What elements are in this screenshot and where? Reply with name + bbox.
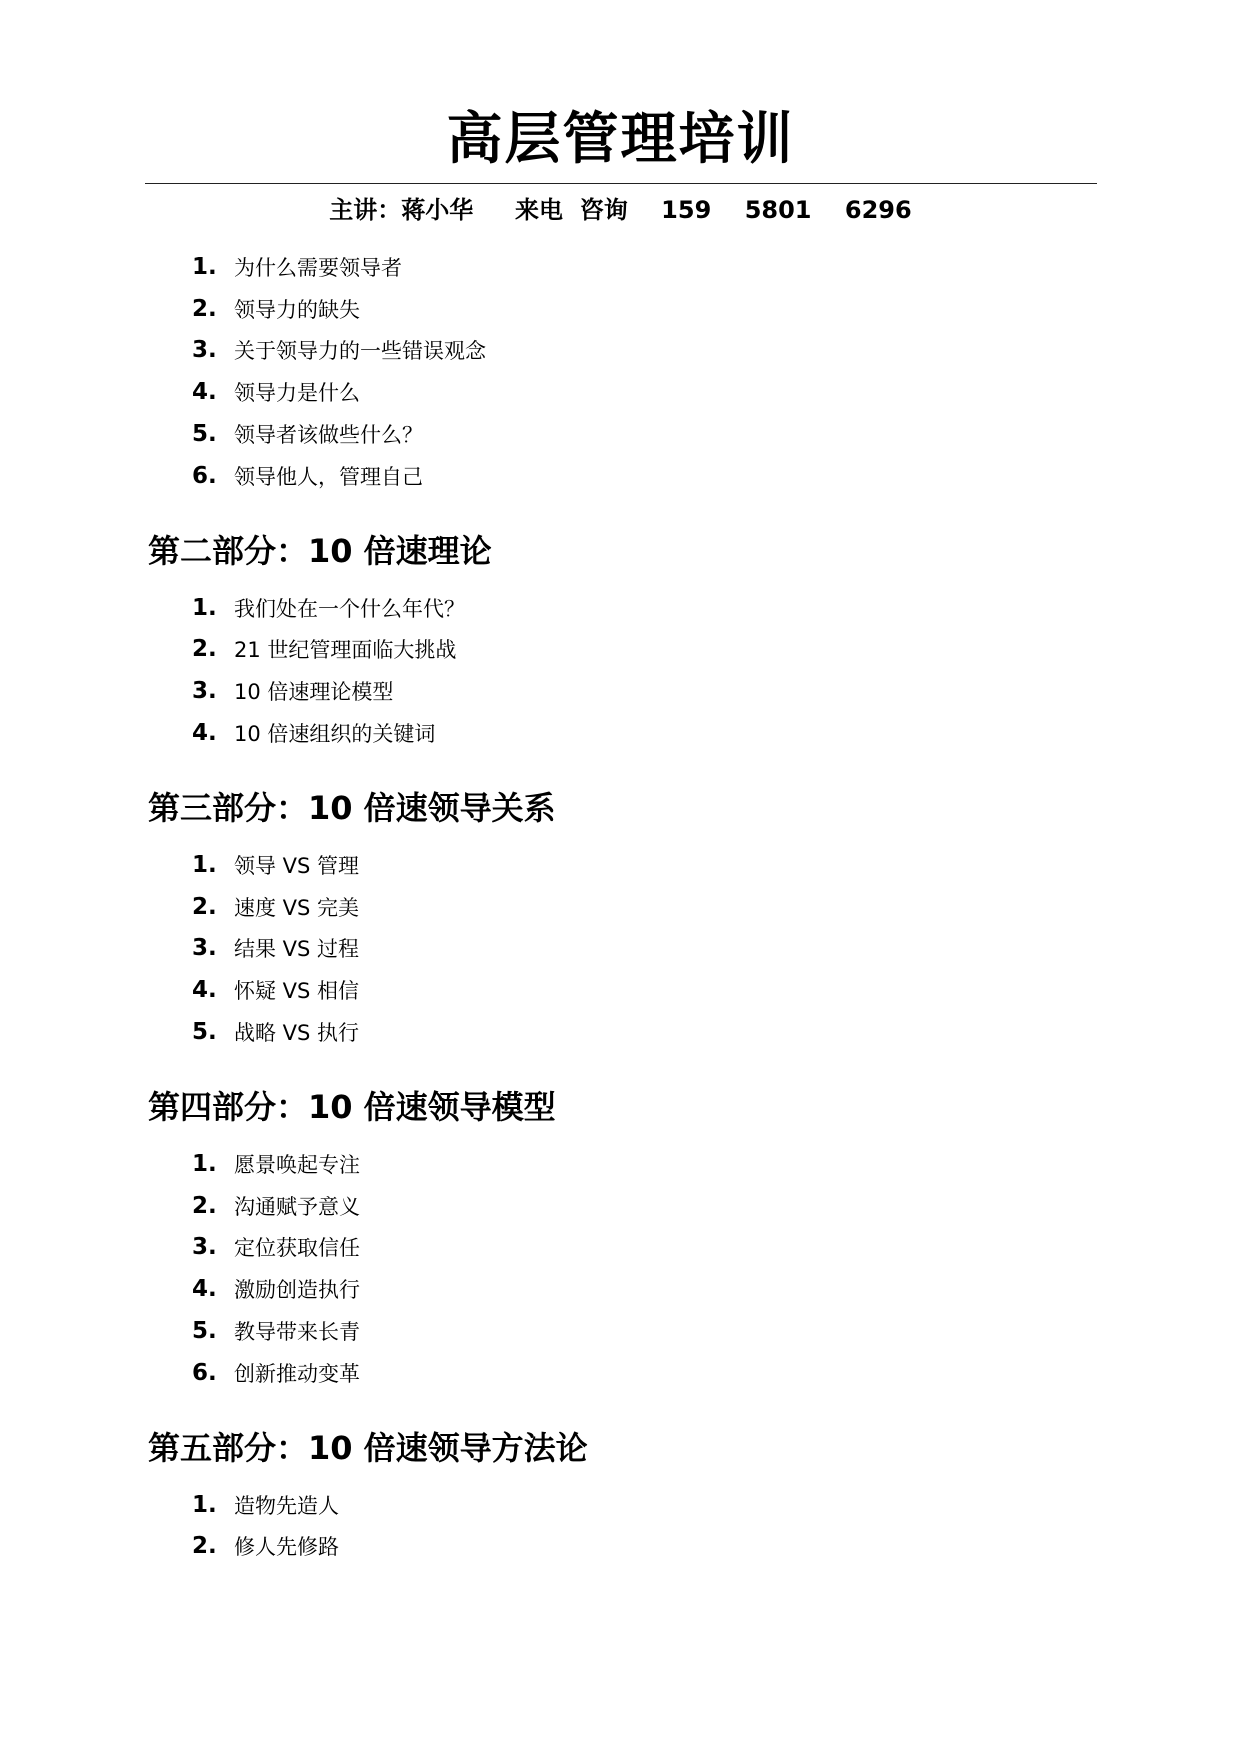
item-number: 2. bbox=[192, 893, 217, 920]
section-list bbox=[148, 246, 1098, 497]
item-number: 3. bbox=[192, 337, 217, 364]
list-item bbox=[148, 844, 1098, 886]
list-item bbox=[148, 886, 1098, 928]
section-part-four bbox=[148, 1085, 1098, 1394]
list-item bbox=[148, 288, 1098, 330]
list-item bbox=[148, 1268, 1098, 1310]
list-item bbox=[148, 1011, 1098, 1053]
section-heading: 第五部分：10 倍速领导方法论 bbox=[148, 1428, 588, 1467]
list-item bbox=[148, 629, 1098, 671]
section-heading: 第三部分：10 倍速领导关系 bbox=[148, 788, 556, 827]
item-number: 4. bbox=[192, 379, 217, 406]
item-number: 3. bbox=[192, 1234, 217, 1261]
item-number: 5. bbox=[192, 1318, 217, 1345]
lecturer-contact-line: 主讲：蒋小华 来电 咨询 159 5801 6296 bbox=[329, 196, 912, 224]
outline-content bbox=[148, 246, 1098, 1567]
list-item bbox=[148, 1484, 1098, 1526]
item-text: 战略 VS 执行 bbox=[234, 1021, 360, 1046]
section-list bbox=[148, 1484, 1098, 1568]
section-heading: 第二部分：10 倍速理论 bbox=[148, 531, 492, 570]
item-number: 1. bbox=[192, 851, 217, 878]
item-text: 领导者该做些什么？ bbox=[234, 423, 423, 448]
section-part-three bbox=[148, 786, 1098, 1053]
item-number: 5. bbox=[192, 1019, 217, 1046]
list-item bbox=[148, 1185, 1098, 1227]
item-text: 我们处在一个什么年代？ bbox=[234, 596, 465, 621]
item-number: 6. bbox=[192, 462, 217, 489]
item-text: 愿景唤起专注 bbox=[234, 1152, 360, 1177]
item-text: 结果 VS 过程 bbox=[234, 937, 360, 962]
item-text: 教导带来长青 bbox=[234, 1320, 360, 1345]
title-divider bbox=[145, 183, 1097, 184]
item-number: 3. bbox=[192, 678, 217, 705]
item-number: 5. bbox=[192, 421, 217, 448]
item-text: 领导力的缺失 bbox=[234, 297, 360, 322]
list-item bbox=[148, 670, 1098, 712]
item-text: 21 世纪管理面临大挑战 bbox=[234, 638, 457, 663]
item-text: 关于领导力的一些错误观念 bbox=[234, 339, 486, 364]
section-part-two bbox=[148, 529, 1098, 754]
item-number: 1. bbox=[192, 1150, 217, 1177]
item-text: 为什么需要领导者 bbox=[234, 255, 402, 280]
section-heading: 第四部分：10 倍速领导模型 bbox=[148, 1087, 556, 1126]
item-text: 领导力是什么 bbox=[234, 381, 360, 406]
list-item bbox=[148, 371, 1098, 413]
item-text: 沟通赋予意义 bbox=[234, 1194, 360, 1219]
item-number: 1. bbox=[192, 594, 217, 621]
list-item bbox=[148, 712, 1098, 754]
list-item bbox=[148, 1310, 1098, 1352]
item-number: 4. bbox=[192, 977, 217, 1004]
item-number: 4. bbox=[192, 720, 217, 747]
item-text: 造物先造人 bbox=[234, 1493, 339, 1518]
list-item bbox=[148, 1143, 1098, 1185]
item-text: 领导 VS 管理 bbox=[234, 853, 360, 878]
item-number: 1. bbox=[192, 253, 217, 280]
item-number: 4. bbox=[192, 1276, 217, 1303]
section-list bbox=[148, 587, 1098, 754]
section-intro bbox=[148, 246, 1098, 497]
item-text: 激励创造执行 bbox=[234, 1278, 360, 1303]
item-number: 2. bbox=[192, 1192, 217, 1219]
item-text: 领导他人，管理自己 bbox=[234, 464, 423, 489]
list-item bbox=[148, 455, 1098, 497]
section-list bbox=[148, 1143, 1098, 1394]
item-number: 3. bbox=[192, 935, 217, 962]
list-item bbox=[148, 1526, 1098, 1568]
item-text: 创新推动变革 bbox=[234, 1361, 360, 1386]
item-number: 2. bbox=[192, 636, 217, 663]
section-part-five bbox=[148, 1426, 1098, 1568]
list-item bbox=[148, 246, 1098, 288]
item-number: 1. bbox=[192, 1491, 217, 1518]
item-number: 2. bbox=[192, 1533, 217, 1560]
list-item bbox=[148, 1352, 1098, 1394]
item-number: 6. bbox=[192, 1359, 217, 1386]
list-item bbox=[148, 587, 1098, 629]
item-text: 怀疑 VS 相信 bbox=[234, 979, 360, 1004]
item-text: 10 倍速组织的关键词 bbox=[234, 722, 436, 747]
list-item bbox=[148, 928, 1098, 970]
list-item bbox=[148, 330, 1098, 372]
list-item bbox=[148, 413, 1098, 455]
list-item bbox=[148, 1227, 1098, 1269]
list-item bbox=[148, 969, 1098, 1011]
item-number: 2. bbox=[192, 295, 217, 322]
section-list bbox=[148, 844, 1098, 1053]
item-text: 10 倍速理论模型 bbox=[234, 680, 394, 705]
document-title: 高层管理培训 bbox=[446, 107, 795, 172]
item-text: 速度 VS 完美 bbox=[234, 895, 360, 920]
item-text: 定位获取信任 bbox=[234, 1236, 360, 1261]
item-text: 修人先修路 bbox=[234, 1535, 339, 1560]
